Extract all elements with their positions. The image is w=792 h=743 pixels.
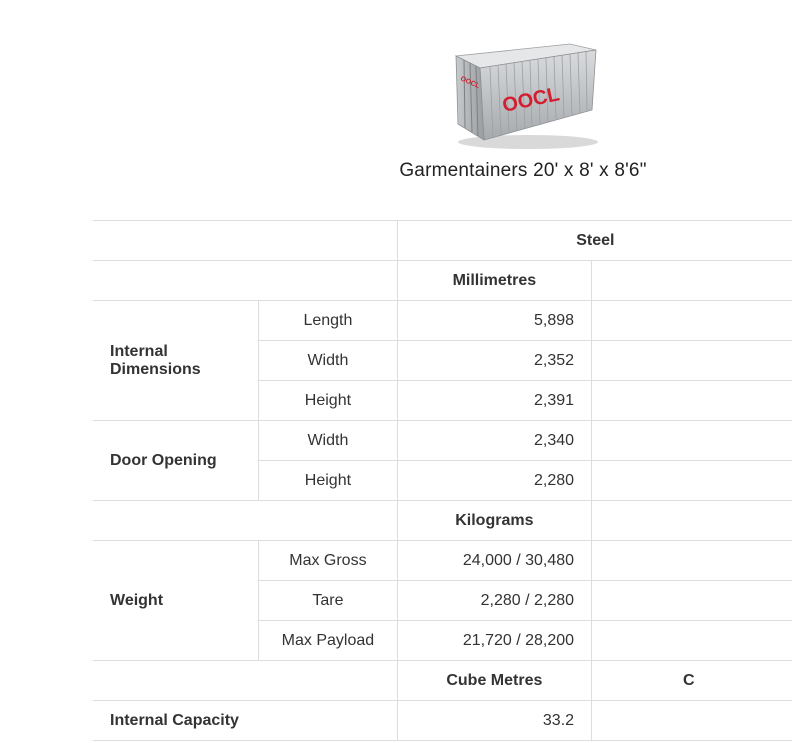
table-row: [93, 501, 792, 541]
specs-table: [93, 220, 792, 741]
row-label: Max Payload: [259, 621, 398, 661]
unit-header-cube-metres-secondary: C: [592, 661, 792, 701]
page-title: Garmentainers 20' x 8' x 8'6": [399, 160, 647, 181]
material-header: Steel: [397, 221, 792, 261]
container-image: [448, 42, 598, 154]
table-row: [93, 301, 792, 341]
row-label: Tare: [259, 581, 398, 621]
row-label: Width: [259, 421, 398, 461]
row-value: 21,720 / 28,200: [397, 621, 591, 661]
row-value: 2,340: [397, 421, 591, 461]
table-row: [93, 261, 792, 301]
row-value: 2,352: [397, 341, 591, 381]
table-row: [93, 661, 792, 701]
svg-text:OOCL: OOCL: [459, 75, 481, 91]
row-label: Height: [259, 381, 398, 421]
unit-header-cube-metres: Cube Metres: [397, 661, 591, 701]
row-value: 2,280: [397, 461, 591, 501]
svg-text:OOCL: OOCL: [500, 83, 562, 117]
weight-label: Weight: [93, 541, 259, 661]
row-value: 33.2: [397, 701, 591, 741]
row-label: Width: [259, 341, 398, 381]
row-value: 24,000 / 30,480: [397, 541, 591, 581]
unit-header-kilograms: Kilograms: [397, 501, 591, 541]
door-opening-label: Door Opening: [93, 421, 259, 501]
row-value: 2,391: [397, 381, 591, 421]
table-row: [93, 421, 792, 461]
row-value: 5,898: [397, 301, 591, 341]
internal-capacity-label: Internal Capacity: [93, 701, 397, 741]
row-value: 2,280 / 2,280: [397, 581, 591, 621]
table-row: [93, 541, 792, 581]
table-row: [93, 221, 792, 261]
row-label: Height: [259, 461, 398, 501]
row-label: Length: [259, 301, 398, 341]
internal-dimensions-label: Internal Dimensions: [93, 301, 259, 421]
row-label: Max Gross: [259, 541, 398, 581]
unit-header-millimetres: Millimetres: [397, 261, 591, 301]
table-row: [93, 701, 792, 741]
